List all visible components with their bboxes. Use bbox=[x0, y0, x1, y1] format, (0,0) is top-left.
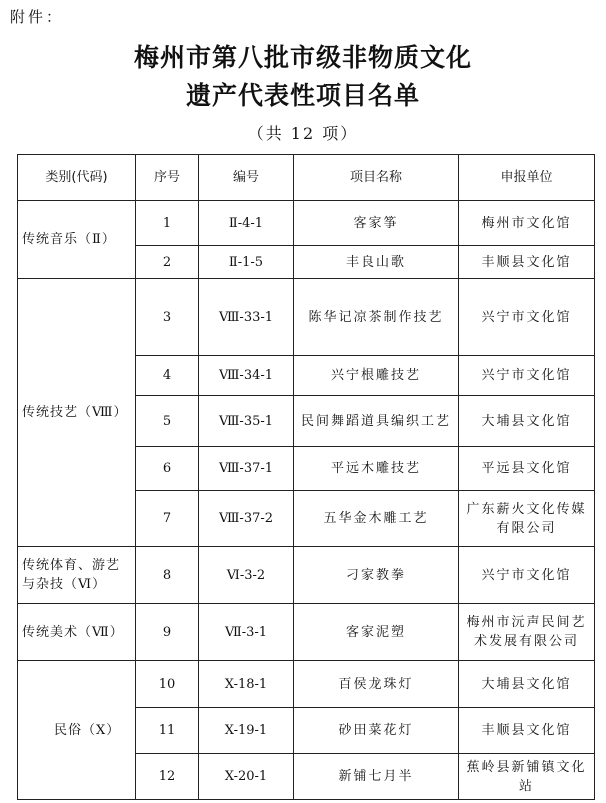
item-name-cell: 平远木雕技艺 bbox=[294, 447, 459, 491]
seq-cell: 8 bbox=[136, 547, 199, 604]
unit-cell: 丰顺县文化馆 bbox=[459, 246, 595, 279]
unit-cell: 大埔县文化馆 bbox=[459, 396, 595, 447]
table-row bbox=[18, 201, 595, 246]
code-cell: Ⅶ-3-1 bbox=[199, 604, 294, 661]
item-name-cell: 客家泥塑 bbox=[294, 604, 459, 661]
code-cell: Ⅷ-35-1 bbox=[199, 396, 294, 447]
seq-cell: 3 bbox=[136, 279, 199, 356]
unit-cell: 兴宁市文化馆 bbox=[459, 356, 595, 396]
seq-cell: 6 bbox=[136, 447, 199, 491]
code-cell: Ⅵ-3-2 bbox=[199, 547, 294, 604]
code-cell: X-20-1 bbox=[199, 754, 294, 800]
document-title-line-1: 梅州市第八批市级非物质文化 bbox=[133, 43, 472, 72]
item-name-cell: 刁家教拳 bbox=[294, 547, 459, 604]
category-cell: 传统体育、游艺与杂技（Ⅵ） bbox=[18, 547, 136, 604]
item-name-cell: 客家筝 bbox=[294, 201, 459, 246]
code-cell: Ⅷ-34-1 bbox=[199, 356, 294, 396]
table-row bbox=[18, 661, 595, 708]
code-cell: Ⅱ-4-1 bbox=[199, 201, 294, 246]
seq-cell: 11 bbox=[136, 708, 199, 754]
attachment-label: 附件： bbox=[10, 8, 65, 26]
category-cell: 民俗（Ⅹ） bbox=[18, 661, 136, 800]
item-name-cell: 五华金木雕工艺 bbox=[294, 491, 459, 547]
code-cell: X-18-1 bbox=[199, 661, 294, 708]
category-cell: 传统音乐（Ⅱ） bbox=[18, 201, 136, 279]
unit-cell: 平远县文化馆 bbox=[459, 447, 595, 491]
seq-cell: 2 bbox=[136, 246, 199, 279]
header-category: 类别(代码) bbox=[18, 155, 136, 201]
unit-cell: 丰顺县文化馆 bbox=[459, 708, 595, 754]
code-cell: Ⅷ-33-1 bbox=[199, 279, 294, 356]
table-row bbox=[18, 604, 595, 661]
table-row bbox=[18, 279, 595, 356]
code-cell: Ⅷ-37-1 bbox=[199, 447, 294, 491]
seq-cell: 7 bbox=[136, 491, 199, 547]
item-name-cell: 新铺七月半 bbox=[294, 754, 459, 800]
item-name-cell: 兴宁根雕技艺 bbox=[294, 356, 459, 396]
code-cell: Ⅷ-37-2 bbox=[199, 491, 294, 547]
category-cell: 传统技艺（Ⅷ） bbox=[18, 279, 136, 547]
item-name-cell: 百侯龙珠灯 bbox=[294, 661, 459, 708]
item-name-cell: 砂田菜花灯 bbox=[294, 708, 459, 754]
document-title-line-2: 遗产代表性项目名单 bbox=[185, 81, 420, 110]
code-cell: X-19-1 bbox=[199, 708, 294, 754]
unit-cell: 广东薪火文化传媒有限公司 bbox=[459, 491, 595, 547]
seq-cell: 9 bbox=[136, 604, 199, 661]
header-unit: 申报单位 bbox=[459, 155, 595, 201]
unit-cell: 梅州市沅声民间艺术发展有限公司 bbox=[459, 604, 595, 661]
table-row bbox=[18, 547, 595, 604]
seq-cell: 4 bbox=[136, 356, 199, 396]
heritage-items-table bbox=[17, 154, 595, 800]
unit-cell: 梅州市文化馆 bbox=[459, 201, 595, 246]
item-count-note: （共 12 项） bbox=[247, 124, 359, 143]
header-code: 编号 bbox=[199, 155, 294, 201]
seq-cell: 10 bbox=[136, 661, 199, 708]
header-name: 项目名称 bbox=[294, 155, 459, 201]
seq-cell: 5 bbox=[136, 396, 199, 447]
code-cell: Ⅱ-1-5 bbox=[199, 246, 294, 279]
item-name-cell: 丰良山歌 bbox=[294, 246, 459, 279]
item-name-cell: 陈华记凉茶制作技艺 bbox=[294, 279, 459, 356]
table-header-row bbox=[18, 155, 595, 201]
header-seq: 序号 bbox=[136, 155, 199, 201]
unit-cell: 兴宁市文化馆 bbox=[459, 279, 595, 356]
unit-cell: 大埔县文化馆 bbox=[459, 661, 595, 708]
item-name-cell: 民间舞蹈道具编织工艺 bbox=[294, 396, 459, 447]
seq-cell: 12 bbox=[136, 754, 199, 800]
seq-cell: 1 bbox=[136, 201, 199, 246]
unit-cell: 兴宁市文化馆 bbox=[459, 547, 595, 604]
unit-cell: 蕉岭县新铺镇文化站 bbox=[459, 754, 595, 800]
category-cell: 传统美术（Ⅶ） bbox=[18, 604, 136, 661]
